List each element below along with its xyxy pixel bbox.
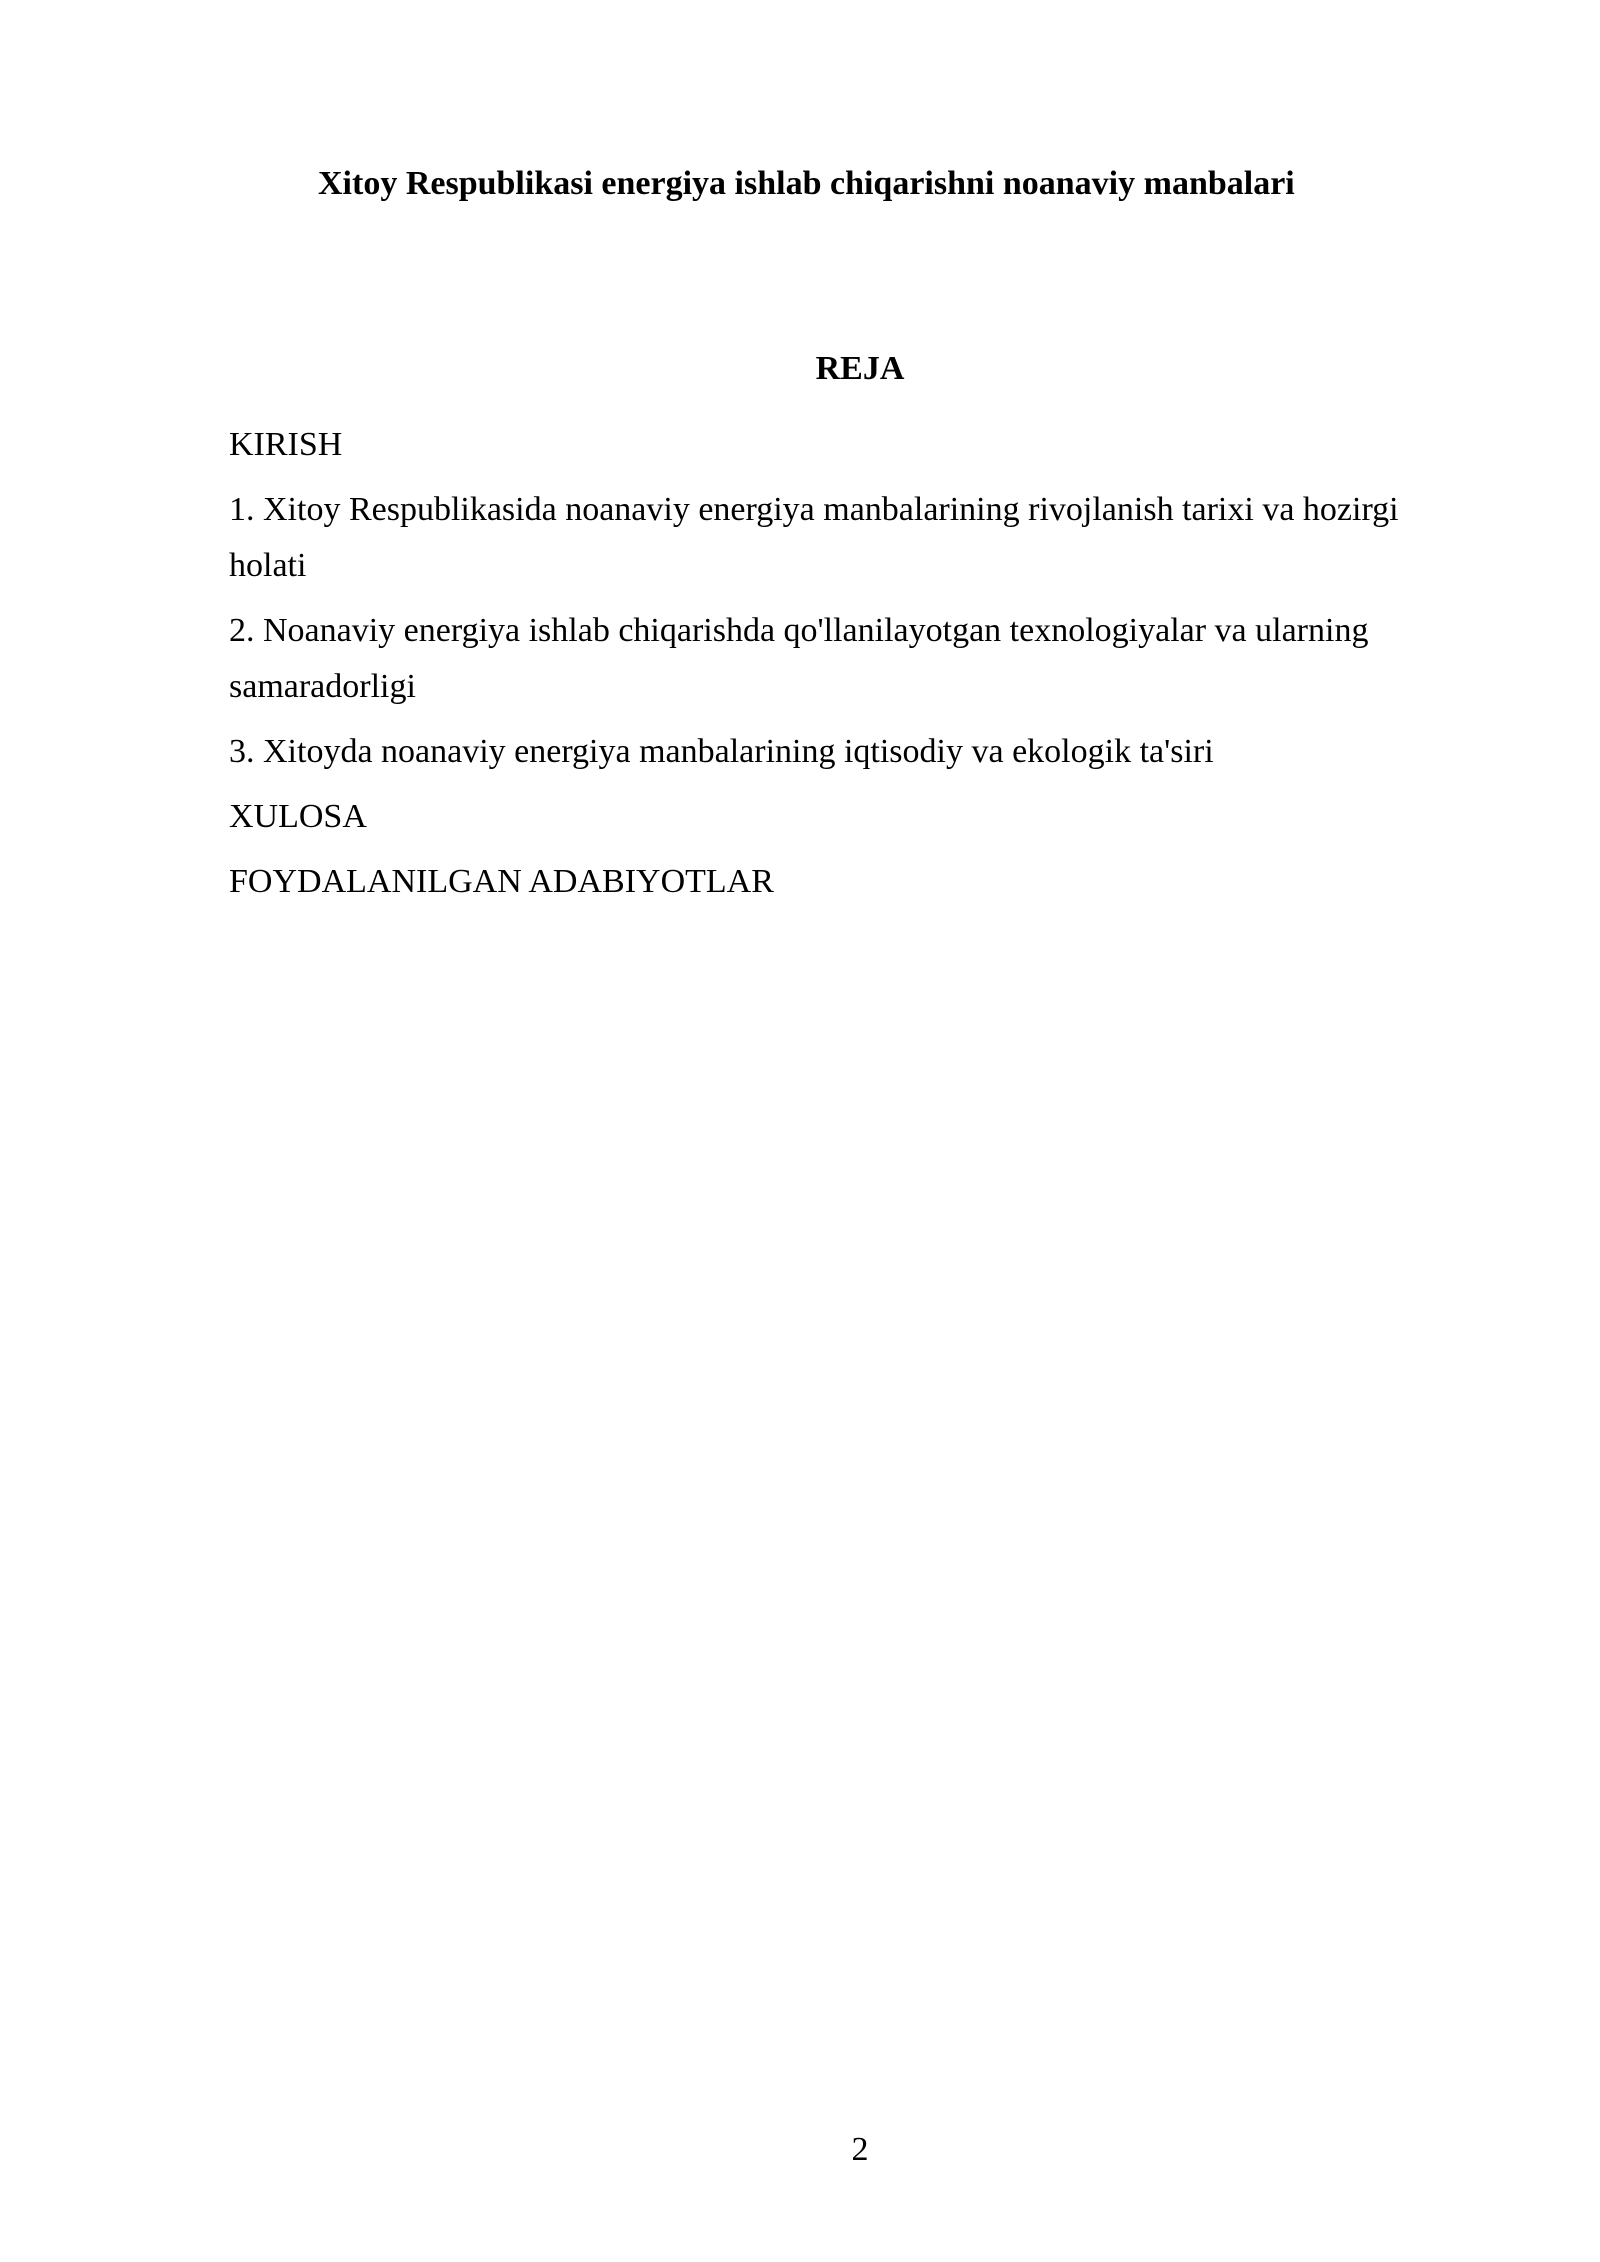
page-number: 2 [851, 2131, 869, 2168]
toc-item-2: 2. Noanaviy energiya ishlab chiqarishda qo'llanilayotgan texnologiyalar va ularning samaradorligi [229, 612, 1369, 705]
toc-item-3: 3. Xitoyda noanaviy energiya manbalarining iqtisodiy va ekologik ta'siri [229, 733, 1214, 770]
toc-item-references: FOYDALANILGAN ADABIYOTLAR [229, 863, 774, 900]
toc-item-conclusion: XULOSA [229, 798, 367, 835]
toc-item-introduction: KIRISH [229, 426, 343, 463]
toc-item-1: 1. Xitoy Respublikasida noanaviy energiya manbalarining rivojlanish tarixi va hozirgi holati [229, 491, 1399, 584]
table-of-contents [229, 417, 1439, 919]
plan-heading: REJA [815, 350, 905, 387]
document-title: Xitoy Respublikasi energiya ishlab chiqarishni noanaviy manbalari [318, 165, 1295, 202]
